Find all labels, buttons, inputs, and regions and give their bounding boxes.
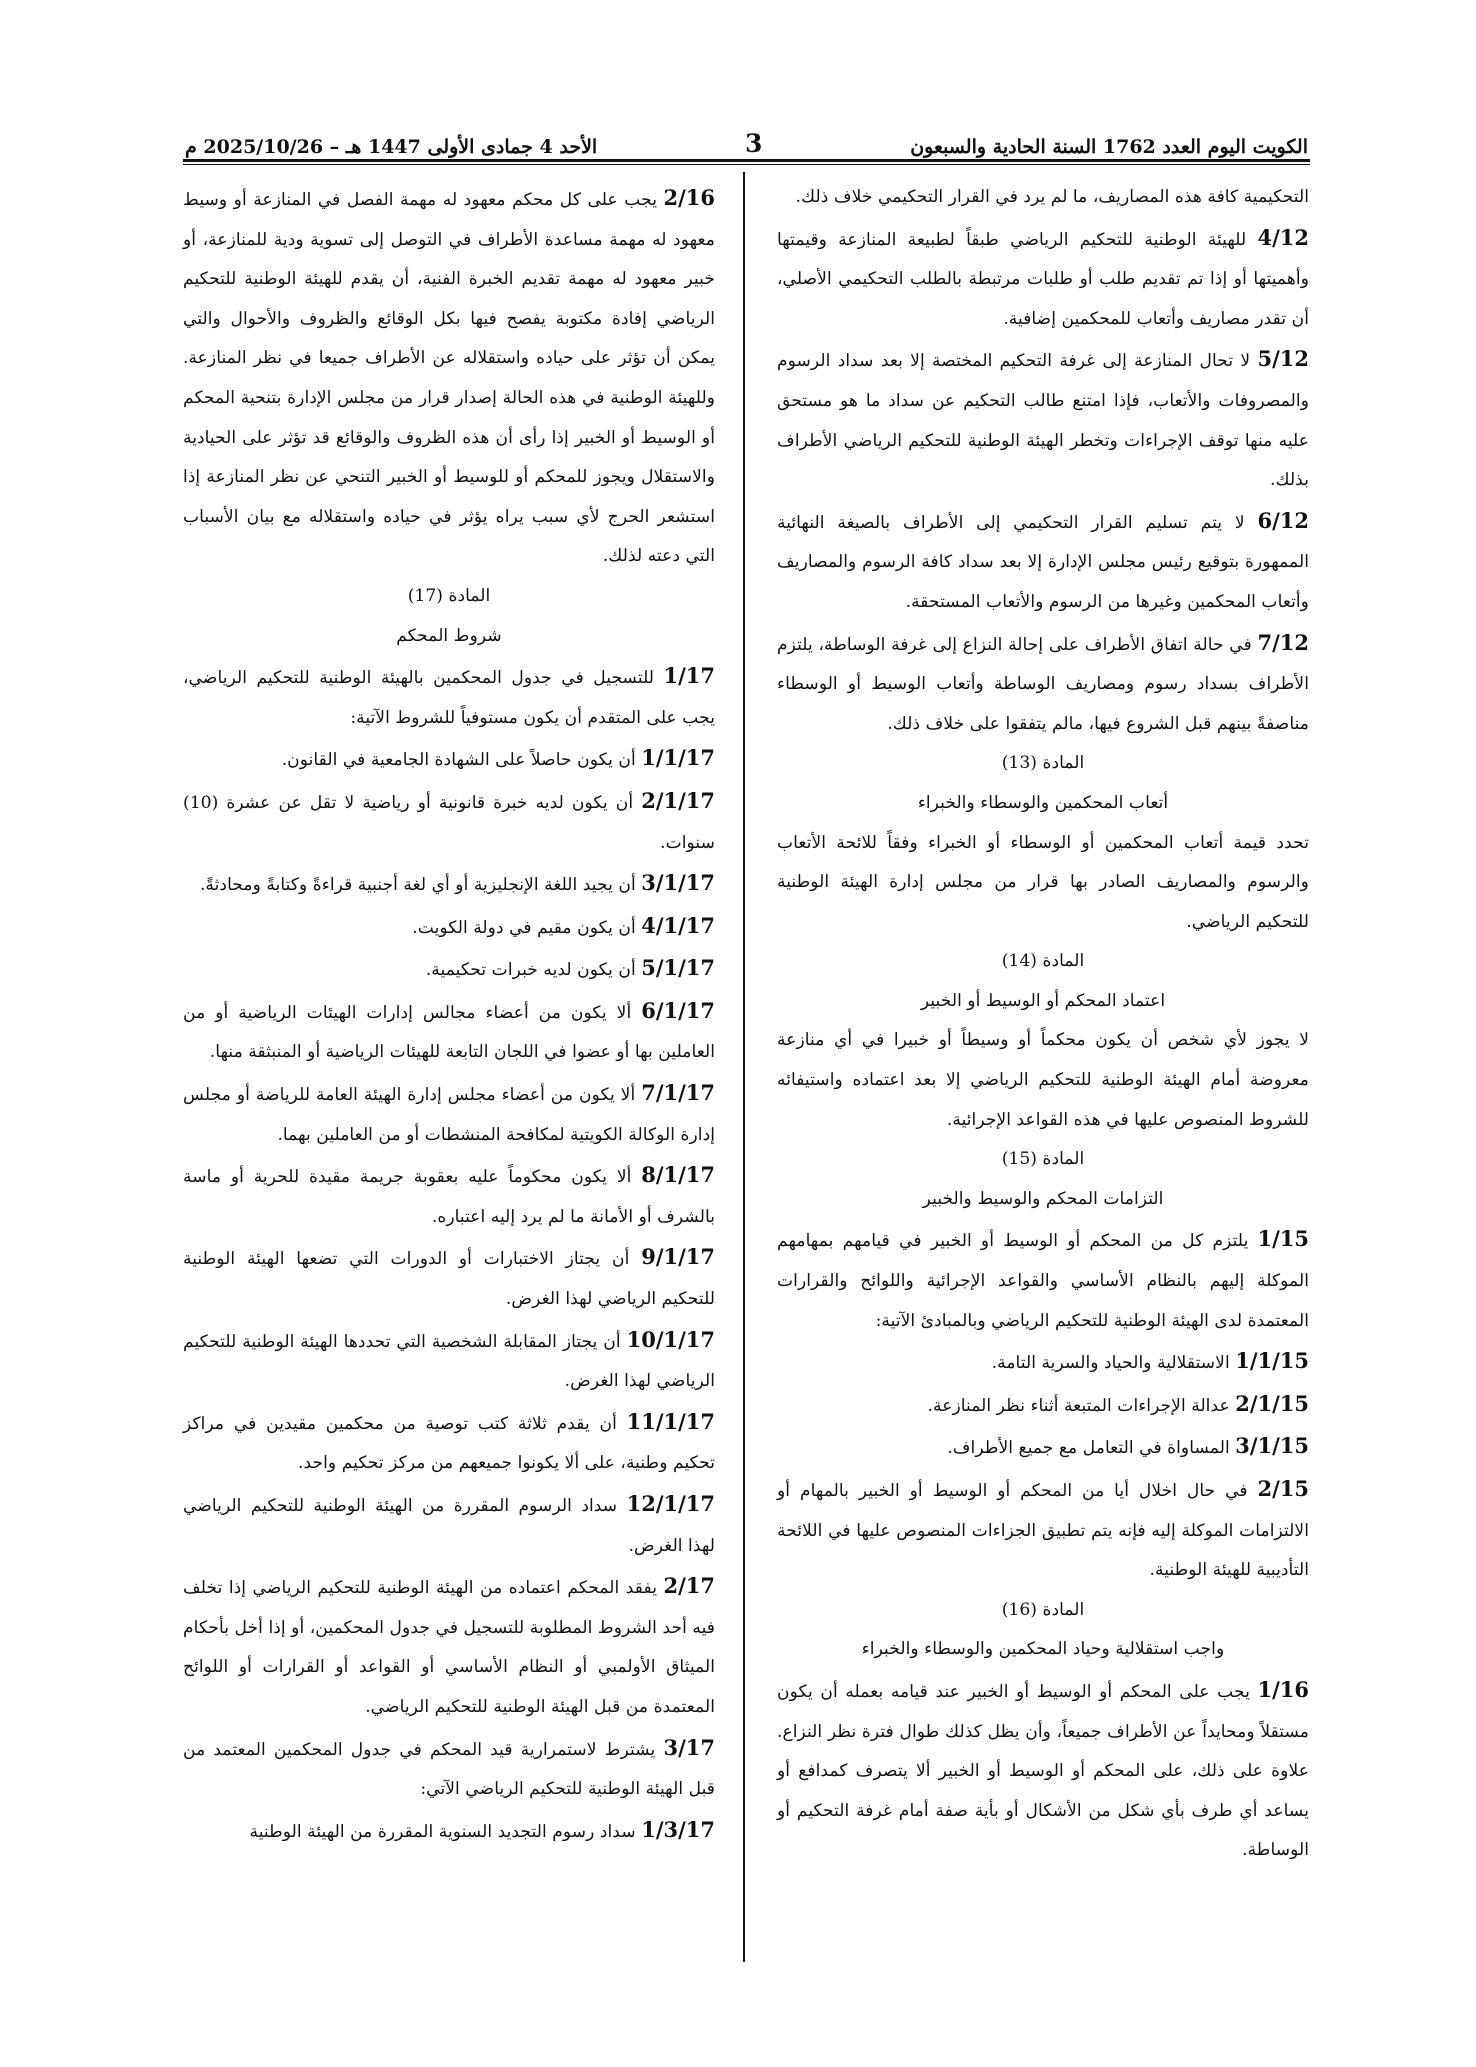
clause-text: سداد الرسوم المقررة من الهيئة الوطنية للتحكيم الرياضي لهذا الغرض. (183, 1496, 715, 1556)
clause (777, 1426, 1309, 1469)
paragraph: التحكيمية كافة هذه المصاريف، ما لم يرد في القرار التحكيمي خلاف ذلك. (795, 187, 1309, 207)
clause-number: 7/12 (1257, 629, 1310, 655)
article-title: التزامات المحكم والوسيط والخبير (922, 1188, 1164, 1209)
clause-text: يجب على كل محكم معهود له مهمة الفصل في المنازعة أو وسيط معهود له مهمة مساعدة الأطراف في التوصل إلى تسوية ودية للمنازعة، أو خبير معهود له مهمة تقديم الخبرة الفنية، أن يقدم للهيئة الوطنية للتحكيم الرياضي إفادة مكتوبة يفصح فيها بكل الوقائع والظروف والأحوال والتي يمكن أن تؤثر على حياده واستقلاله عن الأطراف جميعا في نظر المنازعة. وللهيئة الوطنية في هذه الحالة إصدار قرار من مجلس الإدارة بتنحية المحكم أو الوسيط أو الخبير إذا رأى أن هذه الظروف والوقائع قد تؤثر على الحيادية والاستقلال ويجوز للمحكم أو للوسيط أو الخبير التنحي عن نظر المنازعة إذا استشعر الحرج لأي سبب يراه يؤثر في حياده واستقلاله مع بيان الأسباب التي دعته لذلك. (183, 190, 715, 567)
clause-number: 5/12 (1257, 346, 1310, 372)
clause-number: 1/16 (1257, 1676, 1310, 1702)
clause (777, 1384, 1309, 1427)
clause-text: ألا يكون من أعضاء مجالس إدارات الهيئات الرياضية أو من العاملين بها أو عضوا في اللجان التابعة للهيئات الرياضية أو المنبثقة منها. (183, 1002, 715, 1063)
article-label: المادة (14) (1001, 951, 1085, 972)
article-title: أتعاب المحكمين والوسطاء والخبراء (917, 792, 1169, 813)
clause-number: 3/1/15 (1235, 1433, 1309, 1459)
clause-text: أن يجتاز المقابلة الشخصية التي تحددها الهيئة الوطنية للتحكيم الرياضي لهذا الغرض. (183, 1331, 715, 1392)
clause-text: المساواة في التعامل مع جميع الأطراف. (947, 1438, 1230, 1459)
clause-number: 2/1/17 (641, 787, 716, 813)
clause-number: 5/1/17 (641, 955, 715, 981)
clause-text: يشترط لاستمرارية قيد المحكم في جدول المحكمين المعتمد من قبل الهيئة الوطنية للتحكيم الرياضي الآتي: (183, 1739, 715, 1800)
clause-text: سداد رسوم التجديد السنوية المقررة من الهيئة الوطنية (249, 1821, 636, 1842)
clause-text: يجب على المحكم أو الوسيط أو الخبير عند قيامه بعمله أن يكون مستقلاً ومحايداً عن الأطراف جميعاً، وأن يظل كذلك طوال فترة نظر النزاع. علاوة على ذلك، على المحكم أو الوسيط أو الخبير ألا يتصرف كمدافع أو يساعد أي طرف بأي شكل من الأشكال أو بأية صفة أمام غرفة التحكيم أو الوساطة. (777, 1681, 1309, 1861)
clause-number: 6/1/17 (641, 997, 715, 1023)
clause (183, 863, 715, 906)
clause (183, 781, 715, 863)
clause (777, 1670, 1309, 1871)
clause-text: في حالة اتفاق الأطراف على إحالة النزاع إلى غرفة الوساطة، يلتزم الأطراف بسداد رسوم ومصاريف الوساطة وأتعاب الوسيط أو الوسطاء مناصفةً بينهم قبل الشروع فيها، مالم يتفقوا على خلاف ذلك. (777, 634, 1309, 734)
clause-number: 4/1/17 (641, 912, 715, 938)
clause-number: 9/1/17 (641, 1244, 715, 1270)
clause (183, 1073, 715, 1155)
clause-number: 1/15 (1257, 1226, 1310, 1252)
clause (777, 1469, 1309, 1591)
clause (183, 1237, 715, 1319)
clause-text: في حال اخلال أيا من المحكم أو الوسيط أو الخبير بالمهام أو الالتزامات الموكلة إليه فإنه يتم تطبيق الجزاءات المنصوص عليها في اللائحة التأديبية للهيئة الوطنية. (777, 1481, 1309, 1581)
article-label: المادة (16) (1001, 1599, 1085, 1620)
clause (183, 656, 715, 738)
clause-number: 2/16 (663, 185, 715, 210)
clause-text: أن يكون لديه خبرة قانونية أو رياضية لا تقل عن عشرة (10) سنوات. (183, 792, 715, 853)
clause-number: 1/1/17 (641, 745, 715, 771)
clause (183, 738, 715, 781)
clause-number: 3/1/17 (641, 870, 715, 896)
clause-number: 2/17 (663, 1573, 715, 1599)
clause-number: 1/1/15 (1235, 1348, 1309, 1374)
clause-text: أن يكون لديه خبرات تحكيمية. (425, 960, 636, 981)
clause-text: أن يجيد اللغة الإنجليزية أو أي لغة أجنبية قراءةً وكتابةً ومحادثةً. (199, 875, 636, 896)
clause (777, 218, 1309, 340)
newspaper-issue: الكويت اليوم العدد 1762 السنة الحادية والسبعون (910, 136, 1308, 158)
clause-text: ألا يكون من أعضاء مجلس إدارة الهيئة العامة للرياضة أو مجلس إدارة الوكالة الكويتية لمكافحة المنشطات أو من العاملين بهما. (183, 1085, 715, 1145)
article-title: واجب استقلالية وحياد المحكمين والوسطاء والخبراء (861, 1639, 1225, 1660)
clause-text: للهيئة الوطنية للتحكيم الرياضي طبقاً لطبيعة المنازعة وقيمتها وأهميتها أو إذا تم تقديم طلب أو طلبات مرتبطة بالطلب التحكيمي الأصلي، أن تقدر مصاريف وأتعاب للمحكمين إضافية. (777, 229, 1309, 329)
clause-number: 11/1/17 (626, 1408, 715, 1434)
issue-date: الأحد 4 جمادى الأولى 1447 هـ – 2025/10/26 م (185, 136, 598, 158)
page-number: 3 (744, 129, 763, 158)
clause (183, 1810, 715, 1853)
clause-number: 1/3/17 (641, 1816, 715, 1842)
clause (777, 501, 1309, 623)
paragraph: لا يجوز لأي شخص أن يكون محكماً أو وسيطاً أو خبيرا في أي منازعة معروضة أمام الهيئة الوطنية للتحكيم الرياضي إلا بعد اعتماده واستيفائه للشروط المنصوص عليها في هذه القواعد الإجرائية. (777, 1030, 1309, 1130)
clause (183, 1566, 715, 1727)
clause-text: أن يقدم ثلاثة كتب توصية من محكمين مقيدين في مراكز تحكيم وطنية، على ألا يكونوا جميعهم من مركز تحكيم واحد. (183, 1413, 715, 1474)
clause-number: 6/12 (1257, 507, 1309, 533)
clause (183, 1155, 715, 1237)
clause-text: ألا يكون محكوماً عليه بعقوبة جريمة مقيدة للحرية أو ماسة بالشرف أو الأمانة ما لم يرد إليه اعتباره. (183, 1167, 715, 1227)
clause-text: عدالة الإجراءات المتبعة أثناء نظر المنازعة. (927, 1395, 1230, 1416)
column-divider (743, 172, 745, 1962)
clause-number: 7/1/17 (641, 1080, 715, 1106)
clause-number: 4/12 (1257, 224, 1309, 250)
left-column (183, 178, 715, 1852)
clause-text: لا تحال المنازعة إلى غرفة التحكيم المختصة إلا بعد سداد الرسوم والمصروفات والأتعاب، فإذا امتنع طالب التحكيم عن سداد ما هو مستحق عليه منها توقف الإجراءات وتخطر الهيئة الوطنية للتحكيم الرياضي الأطراف بذلك. (777, 351, 1309, 491)
clause-number: 8/1/17 (641, 1162, 715, 1188)
clause (183, 1728, 715, 1810)
clause-text: يفقد المحكم اعتماده من الهيئة الوطنية للتحكيم الرياضي إذا تخلف فيه أحد الشروط المطلوبة للتسجيل في جدول المحكمين، أو إذا أخل بأحكام الميثاق الأولمبي أو النظام الأساسي أو القواعد أو القرارات أو اللوائح المعتمدة من قبل الهيئة الوطنية للتحكيم الرياضي. (183, 1578, 715, 1717)
page-header (185, 122, 1308, 158)
article-label: المادة (17) (407, 585, 491, 606)
clause-text: أن يجتاز الاختبارات أو الدورات التي تضعها الهيئة الوطنية للتحكيم الرياضي لهذا الغرض. (183, 1249, 715, 1310)
article-title: شروط المحكم (396, 625, 502, 646)
clause (777, 1219, 1309, 1341)
clause (183, 1320, 715, 1402)
article-label: المادة (15) (1001, 1149, 1085, 1170)
clause-number: 12/1/17 (626, 1491, 715, 1516)
clause-number: 2/1/15 (1235, 1390, 1309, 1416)
article-title: اعتماد المحكم أو الوسيط أو الخبير (920, 990, 1166, 1011)
right-column (777, 178, 1309, 1871)
clause-text: للتسجيل في جدول المحكمين بالهيئة الوطنية للتحكيم الرياضي، يجب على المتقدم أن يكون مستوفياً للشروط الآتية: (183, 668, 715, 728)
clause (183, 178, 715, 577)
paragraph: تحدد قيمة أتعاب المحكمين أو الوسطاء أو الخبراء وفقاً للائحة الأتعاب والرسوم والمصاريف الصادر بها قرار من مجلس إدارة الهيئة الوطنية للتحكيم الرياضي. (777, 832, 1309, 932)
clause-number: 1/17 (663, 663, 715, 689)
clause (183, 1402, 715, 1484)
clause (183, 906, 715, 949)
clause-text: الاستقلالية والحياد والسرية التامة. (991, 1353, 1230, 1374)
header-rule (183, 159, 1310, 162)
clause (777, 623, 1309, 745)
clause (183, 991, 715, 1073)
clause-text: يلتزم كل من المحكم أو الوسيط أو الخبير في قيامهم بمهامهم الموكلة إليهم بالنظام الأساسي والقواعد الإجرائية واللوائح والقرارات المعتمدة لدى الهيئة الوطنية للتحكيم الرياضي وبالمبادئ الآتية: (777, 1231, 1309, 1331)
clause (183, 948, 715, 991)
article-label: المادة (13) (1001, 753, 1085, 774)
clause (777, 339, 1309, 500)
clause-text: أن يكون حاصلاً على الشهادة الجامعية في القانون. (281, 750, 636, 771)
clause-number: 2/15 (1257, 1476, 1309, 1501)
clause (777, 1341, 1309, 1384)
clause-text: أن يكون مقيم في دولة الكويت. (412, 917, 636, 938)
clause (183, 1484, 715, 1566)
clause-number: 3/17 (663, 1734, 715, 1760)
clause-number: 10/1/17 (626, 1326, 716, 1352)
clause-text: لا يتم تسليم القرار التحكيمي إلى الأطراف بالصيغة النهائية الممهورة بتوقيع رئيس مجلس الإدارة إلا بعد سداد كافة الرسوم والمصاريف وأتعاب المحكمين وغيرها من الرسوم والأتعاب المستحقة. (777, 512, 1309, 612)
header-rule-thin (183, 164, 1310, 165)
